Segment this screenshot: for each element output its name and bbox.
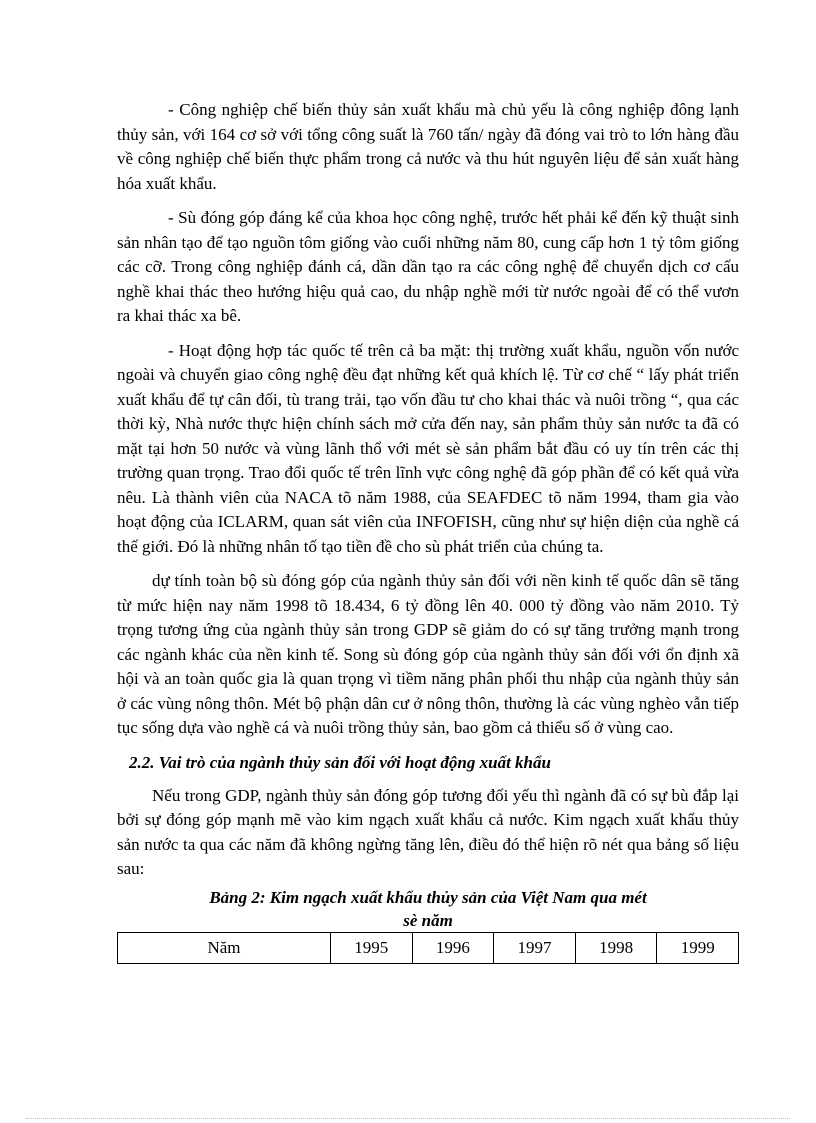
- table-header-year-label: Năm: [118, 932, 331, 963]
- table-year-cell: 1998: [575, 932, 657, 963]
- paragraph-international-cooperation: - Hoạt động hợp tác quốc tế trên cả ba mặt: thị trường xuất khẩu, nguồn vốn nước ngoài và chuyển giao công nghệ đều đạt những kết quả khích lệ. Từ cơ chế “ lấy phát triển xuất khẩu để tự cân đối, tù trang trải, tạo vốn đầu tư cho khai thác và nuôi trồng “, qua các thời kỳ, Nhà nước thực hiện chính sách mở cửa đến nay, sản phẩm thủy sản nước ta đã có mặt tại hơn 50 nước và vùng lãnh thổ với mét sè sản phẩm bắt đầu có uy tín trên các thị trường quan trọng. Trao đổi quốc tế trên lĩnh vực công nghệ đã góp phần để có kết quả vừa nêu. Là thành viên của NACA tõ năm 1988, của SEAFDEC tõ năm 1994, tham gia vào hoạt động của ICLARM, quan sát viên của INFOFISH, cũng như sự hiện diện của nghề cá thế giới. Đó là những nhân tố tạo tiền đề cho sù phát triển của chúng ta.: [117, 340, 739, 556]
- paragraph-science-technology: - Sù đóng góp đáng kể của khoa học công nghệ, trước hết phải kể đến kỹ thuật sinh sản nhân tạo để tạo nguồn tôm giống vào cuối những năm 80, cung cấp hơn 1 tỷ tôm giống các cỡ. Trong công nghiệp đánh cá, dần dần tạo ra các công nghệ để chuyển dịch cơ cấu nghề khai thác theo hướng hiệu quả cao, du nhập nghề mới từ nước ngoài để có thể vươn ra khai thác xa bê.: [117, 208, 739, 325]
- table-header-row: [118, 932, 739, 963]
- table-year-cell: 1996: [412, 932, 494, 963]
- section-heading: 2.2. Vai trò của ngành thủy sản đối với hoạt động xuất khẩu: [129, 752, 551, 772]
- table-year-cell: 1997: [494, 932, 576, 963]
- paragraph-processing-industry: - Công nghiệp chế biến thủy sản xuất khẩu mà chủ yếu là công nghiệp đông lạnh thủy sản, với 164 cơ sở với tổng công suất là 760 tấn/ ngày đã đóng vai trò to lớn hàng đầu về công nghiệp chế biến thực phẩm trong cả nước và thu hút nguyên liệu để sản xuất hàng hóa xuất khẩu.: [117, 100, 739, 193]
- table-caption: Bảng 2: Kim ngạch xuất khẩu thủy sản của Việt Nam qua mét sè năm: [209, 887, 647, 930]
- table-year-cell: 1999: [657, 932, 739, 963]
- table-year-cell: 1995: [331, 932, 413, 963]
- document-page: [117, 98, 739, 964]
- page-bottom-divider: [26, 1118, 790, 1119]
- paragraph-gdp-forecast: dự tính toàn bộ sù đóng góp của ngành thủy sản đối với nền kinh tế quốc dân sẽ tăng từ mức hiện nay năm 1998 tõ 18.434, 6 tỷ đồng lên 40. 000 tỷ đồng vào năm 2010. Tỷ trọng tương ứng của ngành thủy sản trong GDP sẽ giảm do có sự tăng trưởng mạnh trong các ngành khác của nền kinh tế. Song sù đóng góp của ngành thủy sản đối với ổn định xã hội và an toàn quốc gia là quan trọng vì tiềm năng phân phối thu nhập của ngành thủy sản ở các vùng nông thôn. Mét bộ phận dân cư ở nông thôn, thường là các vùng nghèo vẫn tiếp tục sống dựa vào nghề cá và nuôi trồng thủy sản, bao gồm cả thiểu số ở vùng cao.: [117, 571, 739, 737]
- paragraph-export-intro: Nếu trong GDP, ngành thủy sản đóng góp tương đối yếu thì ngành đã có sự bù đắp lại bởi sự đóng góp mạnh mẽ vào kim ngạch xuất khẩu cả nước. Kim ngạch xuất khẩu thủy sản nước ta qua các năm đã không ngừng tăng lên, điều đó thể hiện rõ nét qua bảng số liệu sau:: [117, 785, 739, 878]
- export-table: [117, 932, 739, 964]
